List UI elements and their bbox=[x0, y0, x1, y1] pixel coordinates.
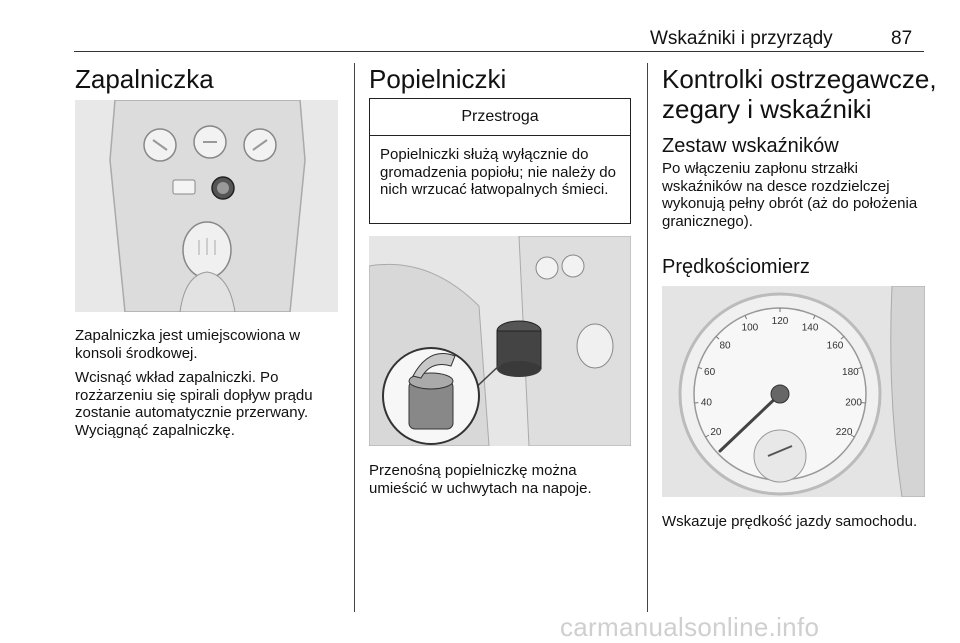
lighter-illustration bbox=[75, 100, 338, 312]
section-title-ashtrays: Popielniczki bbox=[369, 64, 506, 94]
page-number: 87 bbox=[891, 28, 912, 50]
section-title-lighter: Zapalniczka bbox=[75, 64, 214, 94]
caution-text: Popielniczki służą wyłącznie do gromadzenia popiołu; nie należy do nich wrzucać łatwopalnych śmieci. bbox=[370, 136, 630, 199]
lighter-paragraph-2: Wcisnąć wkład zapalniczki. Po rozżarzeniu się spirali dopływ prądu zostanie automatycznie przerwany. Wyciągnąć zapalniczkę. bbox=[75, 369, 343, 439]
gauge-label: 160 bbox=[827, 341, 844, 352]
gauge-label: 100 bbox=[742, 322, 759, 333]
caution-title: Przestroga bbox=[370, 99, 630, 136]
ashtray-figure bbox=[369, 236, 631, 446]
subsection-title-speedometer: Prędkościomierz bbox=[662, 255, 810, 279]
column-divider-2 bbox=[647, 63, 648, 612]
speedometer-paragraph: Wskazuje prędkość jazdy samochodu. bbox=[662, 513, 930, 531]
gauge-label: 200 bbox=[845, 398, 862, 409]
ashtray-illustration bbox=[369, 236, 631, 446]
column-divider-1 bbox=[354, 63, 355, 612]
gauge-label: 20 bbox=[710, 427, 722, 438]
gauge-label: 140 bbox=[802, 322, 819, 333]
speedometer-figure bbox=[662, 286, 925, 497]
gauge-label: 40 bbox=[701, 398, 713, 409]
watermark: carmanualsonline.info bbox=[560, 612, 819, 643]
gauge-label: 220 bbox=[836, 427, 853, 438]
running-header-title: Wskaźniki i przyrządy bbox=[650, 28, 833, 50]
cluster-paragraph: Po włączeniu zapłonu strzałki wskaźników na desce rozdzielczej wykonują pełny obrót (aż do położenia granicznego). bbox=[662, 160, 930, 230]
gauge-label: 180 bbox=[842, 367, 859, 378]
speedometer-illustration bbox=[662, 286, 925, 497]
gauge-label: 60 bbox=[704, 367, 716, 378]
section-title-warning-lights: Kontrolki ostrzegawcze, zegary i wskaźniki bbox=[662, 64, 952, 124]
gauge-label: 80 bbox=[719, 341, 731, 352]
lighter-figure bbox=[75, 100, 338, 312]
lighter-paragraph-1: Zapalniczka jest umiejscowiona w konsoli środkowej. bbox=[75, 327, 343, 362]
caution-box bbox=[369, 98, 631, 224]
subsection-title-cluster: Zestaw wskaźników bbox=[662, 134, 839, 158]
gauge-label: 120 bbox=[772, 316, 789, 327]
ashtray-paragraph: Przenośną popielniczkę można umieścić w uchwytach na napoje. bbox=[369, 462, 637, 497]
header-rule bbox=[74, 51, 924, 52]
